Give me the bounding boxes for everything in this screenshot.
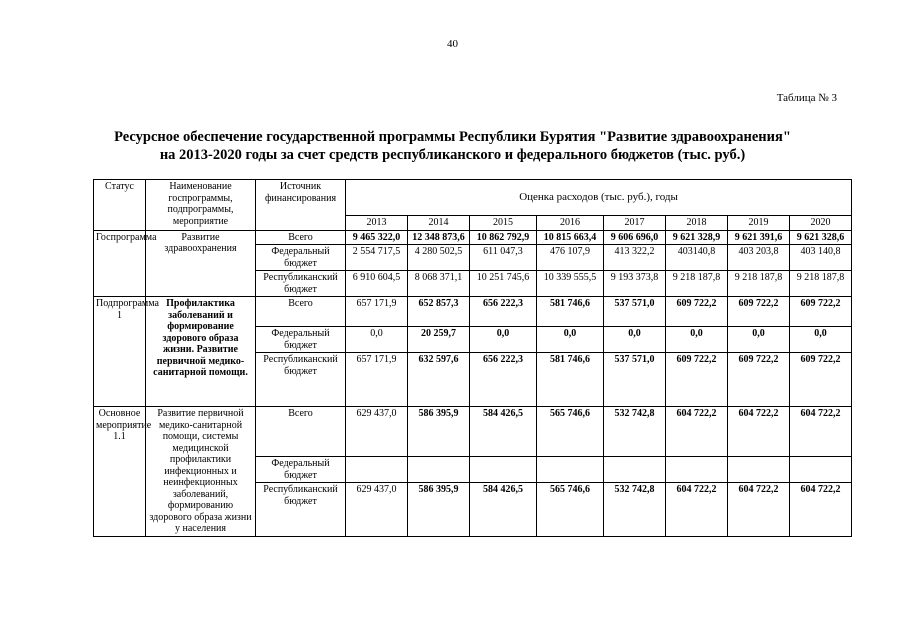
value-cell: 9 218 187,8: [728, 271, 790, 297]
value-cell: [790, 457, 852, 483]
source-cell: Республиканский бюджет: [256, 271, 346, 297]
value-cell: 532 742,8: [604, 483, 666, 537]
value-cell: 0,0: [346, 327, 408, 353]
table-row: [94, 407, 852, 457]
value-cell: 532 742,8: [604, 407, 666, 457]
value-cell: 476 107,9: [537, 245, 604, 271]
source-cell: Всего: [256, 407, 346, 457]
value-cell: 604 722,2: [728, 407, 790, 457]
value-cell: 9 606 696,0: [604, 230, 666, 245]
header-estimate: Оценка расходов (тыс. руб.), годы: [346, 180, 852, 216]
page-number: 40: [447, 38, 458, 50]
value-cell: 581 746,6: [537, 353, 604, 407]
value-cell: 413 322,2: [604, 245, 666, 271]
value-cell: 0,0: [666, 327, 728, 353]
value-cell: 537 571,0: [604, 353, 666, 407]
title-line-2: на 2013-2020 годы за счет средств республиканского и федерального бюджетов (тыс. руб.): [159, 147, 746, 163]
header-year: 2018: [666, 216, 728, 231]
value-cell: 8 068 371,1: [408, 271, 470, 297]
source-cell: Республиканский бюджет: [256, 483, 346, 537]
value-cell: [537, 457, 604, 483]
value-cell: 609 722,2: [790, 297, 852, 327]
value-cell: 0,0: [604, 327, 666, 353]
value-cell: 581 746,6: [537, 297, 604, 327]
value-cell: 0,0: [537, 327, 604, 353]
table-row: [94, 230, 852, 245]
value-cell: 9 218 187,8: [790, 271, 852, 297]
value-cell: 20 259,7: [408, 327, 470, 353]
value-cell: 0,0: [470, 327, 537, 353]
value-cell: 537 571,0: [604, 297, 666, 327]
value-cell: 403 140,8: [790, 245, 852, 271]
value-cell: 609 722,2: [728, 353, 790, 407]
name-cell: Развитие первичной медико-санитарной помощи, системы медицинской профилактики инфекционных и неинфекционных заболеваний, формированию здорового образа жизни у населения: [146, 407, 256, 537]
value-cell: 629 437,0: [346, 483, 408, 537]
value-cell: 0,0: [790, 327, 852, 353]
header-year: 2013: [346, 216, 408, 231]
value-cell: 656 222,3: [470, 353, 537, 407]
value-cell: 652 857,3: [408, 297, 470, 327]
value-cell: 565 746,6: [537, 407, 604, 457]
value-cell: 403 203,8: [728, 245, 790, 271]
value-cell: 2 554 717,5: [346, 245, 408, 271]
header-name: Наименование госпрограммы, подпрограммы, мероприятие: [146, 180, 256, 231]
value-cell: 0,0: [728, 327, 790, 353]
value-cell: 604 722,2: [666, 483, 728, 537]
value-cell: 403140,8: [666, 245, 728, 271]
value-cell: 10 251 745,6: [470, 271, 537, 297]
header-status: Статус: [94, 180, 146, 231]
value-cell: 629 437,0: [346, 407, 408, 457]
value-cell: 584 426,5: [470, 407, 537, 457]
value-cell: 565 746,6: [537, 483, 604, 537]
value-cell: 609 722,2: [666, 353, 728, 407]
header-year: 2014: [408, 216, 470, 231]
status-cell: Основное мероприятие 1.1: [94, 407, 146, 537]
value-cell: 9 621 328,9: [666, 230, 728, 245]
value-cell: 657 171,9: [346, 297, 408, 327]
value-cell: 9 621 391,6: [728, 230, 790, 245]
source-cell: Федеральный бюджет: [256, 245, 346, 271]
value-cell: 604 722,2: [790, 483, 852, 537]
budget-table: [93, 179, 852, 537]
value-cell: 656 222,3: [470, 297, 537, 327]
value-cell: 4 280 502,5: [408, 245, 470, 271]
value-cell: 9 218 187,8: [666, 271, 728, 297]
table-row: [94, 297, 852, 327]
document-title: [60, 128, 845, 164]
table-label: Таблица № 3: [776, 92, 837, 104]
value-cell: 609 722,2: [666, 297, 728, 327]
source-cell: Всего: [256, 230, 346, 245]
title-line-1: Ресурсное обеспечение государственной программы Республики Бурятия "Развитие здравоохранения": [114, 129, 791, 145]
value-cell: 584 426,5: [470, 483, 537, 537]
name-cell: Развитие здравоохранения: [146, 230, 256, 297]
source-cell: Федеральный бюджет: [256, 327, 346, 353]
value-cell: [728, 457, 790, 483]
value-cell: 611 047,3: [470, 245, 537, 271]
value-cell: [666, 457, 728, 483]
value-cell: 10 339 555,5: [537, 271, 604, 297]
value-cell: [408, 457, 470, 483]
status-cell: Подпрограмма 1: [94, 297, 146, 407]
status-cell: Госпрограмма: [94, 230, 146, 297]
value-cell: 10 815 663,4: [537, 230, 604, 245]
value-cell: 10 862 792,9: [470, 230, 537, 245]
value-cell: 604 722,2: [666, 407, 728, 457]
header-year: 2016: [537, 216, 604, 231]
value-cell: 586 395,9: [408, 483, 470, 537]
source-cell: Республиканский бюджет: [256, 353, 346, 407]
value-cell: 604 722,2: [728, 483, 790, 537]
source-cell: Федеральный бюджет: [256, 457, 346, 483]
value-cell: 609 722,2: [728, 297, 790, 327]
header-year: 2017: [604, 216, 666, 231]
value-cell: 604 722,2: [790, 407, 852, 457]
header-year: 2019: [728, 216, 790, 231]
value-cell: 6 910 604,5: [346, 271, 408, 297]
value-cell: 632 597,6: [408, 353, 470, 407]
value-cell: 12 348 873,6: [408, 230, 470, 245]
value-cell: 9 621 328,6: [790, 230, 852, 245]
value-cell: 9 193 373,8: [604, 271, 666, 297]
value-cell: [346, 457, 408, 483]
source-cell: Всего: [256, 297, 346, 327]
value-cell: 609 722,2: [790, 353, 852, 407]
header-year: 2020: [790, 216, 852, 231]
name-cell: Профилактика заболеваний и формирование здорового образа жизни. Развитие первичной медико-санитарной помощи.: [146, 297, 256, 407]
header-source: Источник финансирования: [256, 180, 346, 231]
value-cell: 9 465 322,0: [346, 230, 408, 245]
value-cell: 657 171,9: [346, 353, 408, 407]
value-cell: [470, 457, 537, 483]
header-year: 2015: [470, 216, 537, 231]
value-cell: 586 395,9: [408, 407, 470, 457]
value-cell: [604, 457, 666, 483]
